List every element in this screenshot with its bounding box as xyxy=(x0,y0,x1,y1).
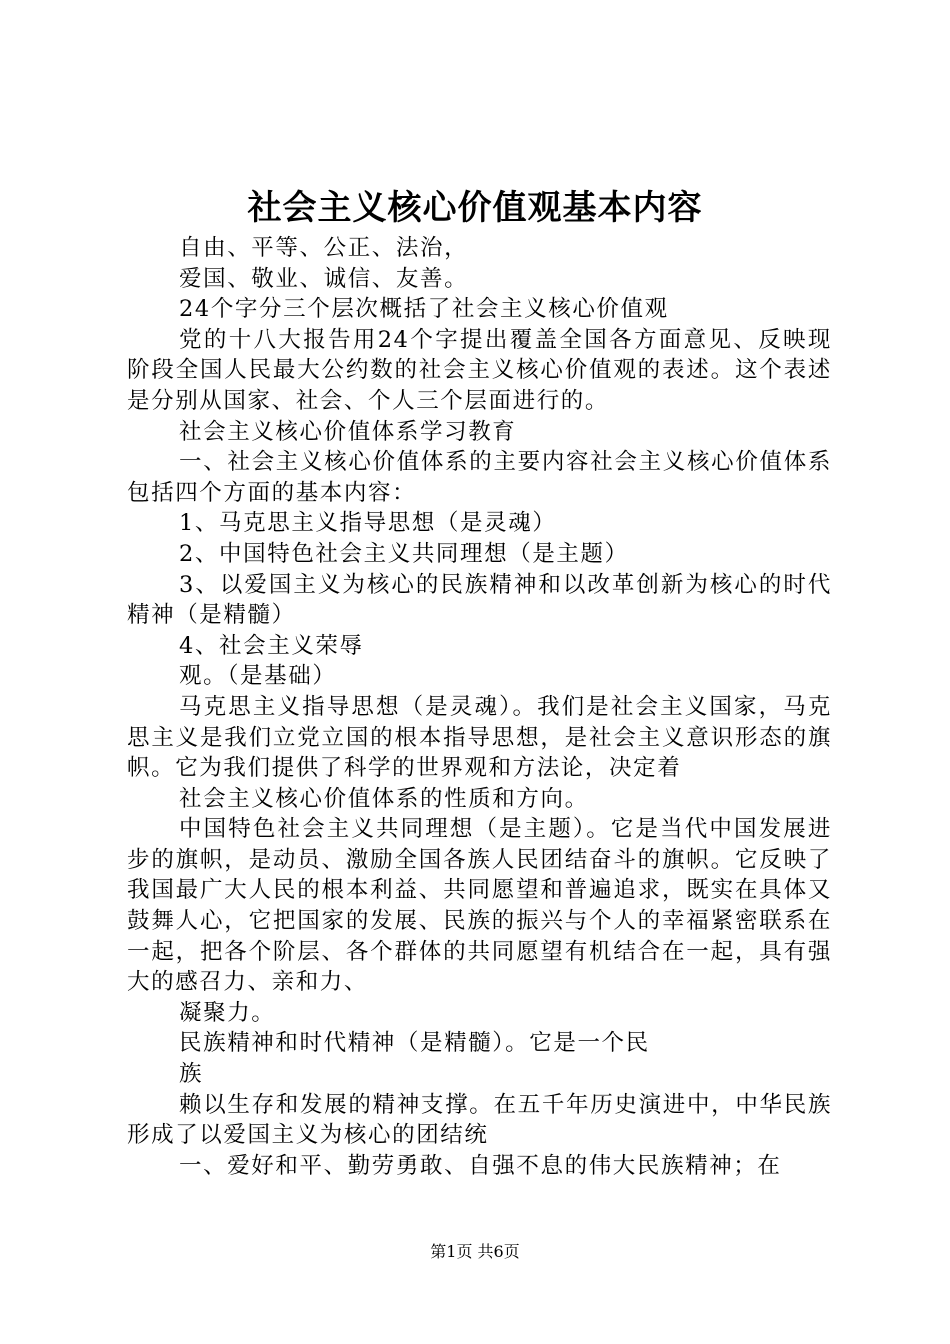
paragraph: 爱国、敬业、诚信、友善。 xyxy=(179,265,469,292)
paragraph: 中国特色社会主义共同理想（是主题）。它是当代中国发展进步的旗帜，是动员、激励全国各族人民团结奋斗的旗帜。它反映了我国最广大人民的根本利益、共同愿望和普遍追求，既实在具体又鼓舞人心，它把国家的发展、民族的振兴与个人的幸福紧密联系在一起，把各个阶层、各个群体的共同愿望有机结合在一起，具有强大的感召力、亲和力、 xyxy=(127,816,832,996)
paragraph: 一、社会主义核心价值体系的主要内容社会主义核心价值体系包括四个方面的基本内容： xyxy=(127,449,832,506)
paragraph: 4、社会主义荣辱 xyxy=(179,632,364,659)
paragraph: 马克思主义指导思想（是灵魂）。我们是社会主义国家，马克思主义是我们立党立国的根本指导思想，是社会主义意识形态的旗帜。它为我们提供了科学的世界观和方法论，决定着 xyxy=(127,693,832,782)
document-body xyxy=(127,233,832,1181)
paragraph: 社会主义核心价值体系学习教育 xyxy=(179,418,517,445)
paragraph: 党的十八大报告用24个字提出覆盖全国各方面意见、反映现阶段全国人民最大公约数的社会主义核心价值观的表述。这个表述是分别从国家、社会、个人三个层面进行的。 xyxy=(127,326,832,414)
paragraph: 赖以生存和发展的精神支撑。在五千年历史演进中，中华民族形成了以爱国主义为核心的团结统 xyxy=(127,1091,832,1149)
paragraph: 自由、平等、公正、法治， xyxy=(179,235,469,261)
paragraph: 1、马克思主义指导思想（是灵魂） xyxy=(179,510,557,537)
document-title: 社会主义核心价值观基本内容 xyxy=(247,188,703,228)
paragraph: 凝聚力。 xyxy=(179,999,276,1026)
paragraph: 2、中国特色社会主义共同理想（是主题） xyxy=(179,540,629,567)
paragraph: 一、爱好和平、勤劳勇敢、自强不息的伟大民族精神；在 xyxy=(179,1152,782,1179)
page-number-footer: 第1页 共6页 xyxy=(430,1242,520,1261)
paragraph: 3、以爱国主义为核心的民族精神和以改革创新为核心的时代精神（是精髓） xyxy=(127,571,832,629)
paragraph: 观。（是基础） xyxy=(179,663,337,690)
paragraph: 民族精神和时代精神（是精髓）。它是一个民 xyxy=(179,1030,650,1057)
paragraph: 社会主义核心价值体系的性质和方向。 xyxy=(179,785,589,812)
paragraph: 24个字分三个层次概括了社会主义核心价值观 xyxy=(179,296,669,323)
paragraph: 族 xyxy=(179,1061,204,1088)
